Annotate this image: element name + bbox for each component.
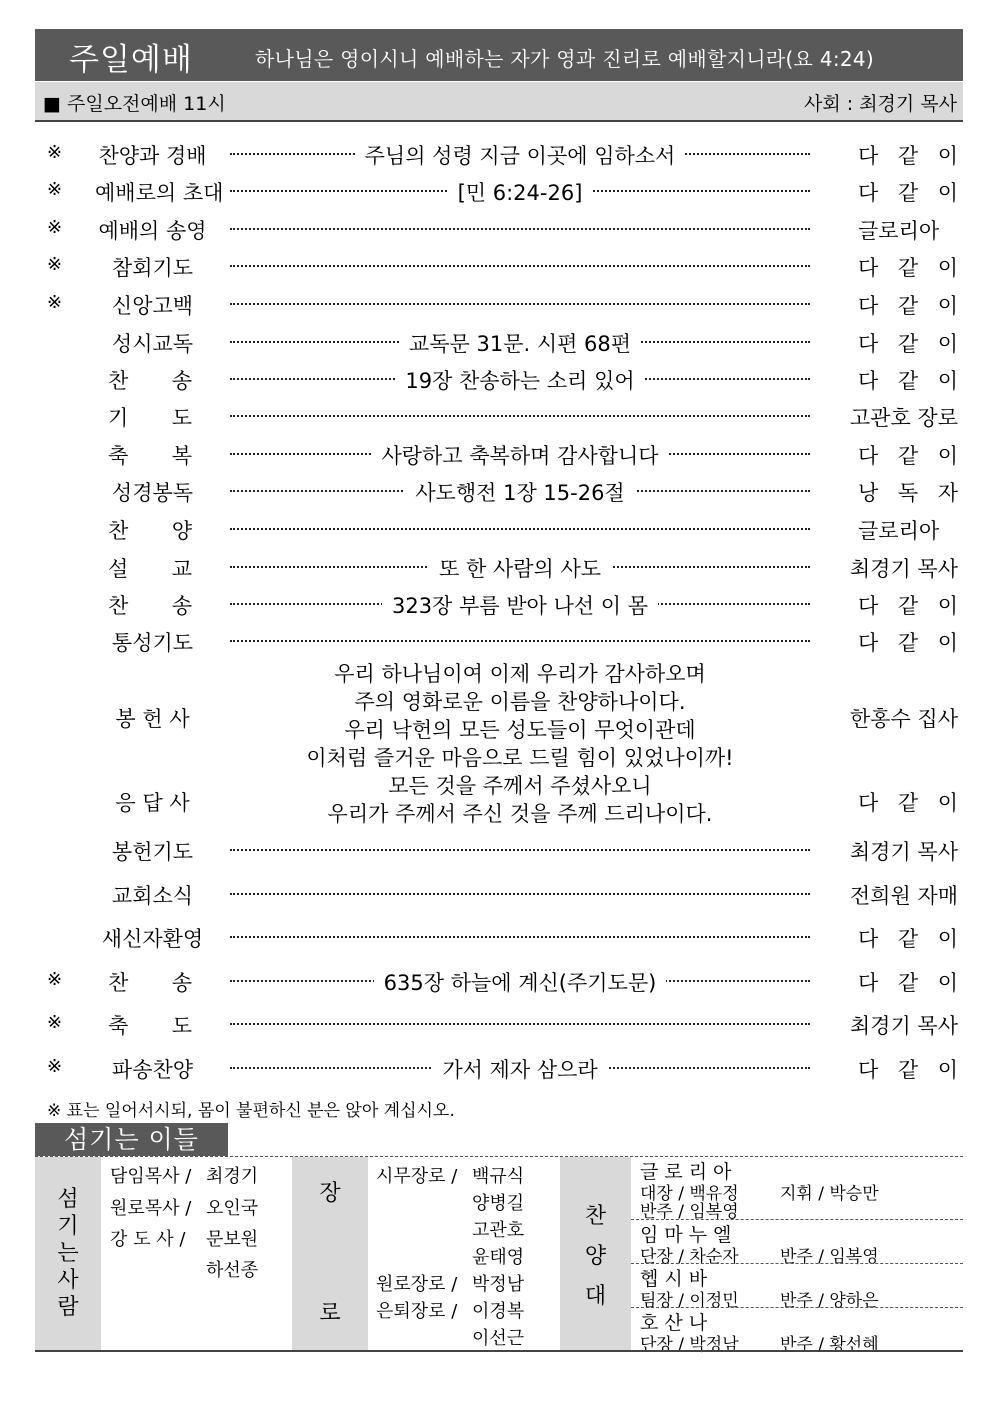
order-name: 성시교독 (111, 332, 194, 356)
order-who: 한홍수 집사 (849, 707, 958, 731)
order-who: 다 같 이 (858, 256, 958, 280)
elder-name: 고관호 (472, 1220, 525, 1241)
leader-dots (230, 849, 810, 851)
order-row (0, 477, 992, 507)
order-content: 19장 찬송하는 소리 있어 (230, 365, 810, 395)
order-row (0, 836, 992, 866)
stand-mark: ※ (47, 179, 63, 200)
elder-name: 백규식 (472, 1166, 525, 1187)
choir-leader: 단장 / 박정남 (640, 1335, 739, 1355)
order-row (0, 252, 992, 282)
order-content: [민 6:24-26] (230, 177, 810, 207)
order-row (0, 787, 992, 817)
leader-dots (230, 936, 810, 938)
order-name: 통성기도 (111, 631, 194, 655)
order-content: 주님의 성령 지금 이곳에 임하소서 (230, 140, 810, 170)
service-leader: 사회 : 최경기 목사 (804, 93, 957, 115)
elder-role: 은퇴장로 / (376, 1301, 458, 1322)
leader-dots (230, 528, 810, 530)
order-name: 찬 송 (108, 971, 192, 995)
order-name: 응 답 사 (115, 791, 190, 815)
service-time: ■ 주일오전예배 11시 (43, 93, 226, 115)
order-who: 낭 독 자 (858, 481, 958, 505)
order-who: 다 같 이 (858, 369, 958, 393)
offering-line: 이처럼 즐거운 마음으로 드릴 힘이 있었나이까! (306, 746, 734, 770)
leader-dots (230, 265, 810, 267)
order-who: 전희원 자매 (849, 884, 958, 908)
stand-mark: ※ (47, 142, 63, 163)
order-row (0, 880, 992, 910)
order-row (0, 215, 992, 245)
order-name: 설 교 (108, 557, 192, 581)
header-verse: 하나님은 영이시니 예배하는 자가 영과 진리로 예배할지니라(요 4:24) (255, 47, 875, 71)
service-subheader (35, 82, 963, 122)
order-name: 예배로의 초대 (95, 181, 224, 205)
order-who: 최경기 목사 (849, 557, 958, 581)
order-row (0, 402, 992, 432)
order-row (0, 140, 992, 170)
order-who: 다 같 이 (858, 631, 958, 655)
order-name: 찬양과 경배 (98, 144, 207, 168)
elder-role: 시무장로 / (376, 1166, 458, 1187)
elder-name: 박정남 (472, 1274, 525, 1295)
stand-mark: ※ (47, 254, 63, 275)
elder-name: 이경복 (472, 1301, 525, 1322)
order-row (0, 1010, 992, 1040)
standing-note: ※ 표는 일어서시되, 몸이 불편하신 분은 앉아 계십시오. (47, 1101, 455, 1121)
order-row (0, 177, 992, 207)
stand-mark: ※ (47, 969, 63, 990)
order-row (0, 290, 992, 320)
offering-line: 주의 영화로운 이름을 찬양하나이다. (354, 690, 686, 714)
order-name: 참회기도 (111, 256, 194, 280)
order-name: 예배의 송영 (98, 219, 207, 243)
choir-leader: 팀장 / 이정민 (640, 1291, 739, 1311)
stand-mark: ※ (47, 292, 63, 313)
choir-accompanist: 반주 / 양하은 (780, 1291, 879, 1311)
order-content: 635장 하늘에 계신(주기도문) (230, 967, 810, 997)
elder-name: 양병길 (472, 1193, 525, 1214)
elder-name: 윤태영 (472, 1247, 525, 1268)
order-name: 성경봉독 (111, 481, 194, 505)
order-content: 사도행전 1장 15-26절 (230, 477, 810, 507)
order-row (0, 590, 992, 620)
choir-name: 임마누엘 (640, 1224, 738, 1246)
offering-line: 우리 낙헌의 모든 성도들이 무엇이관데 (344, 718, 696, 742)
order-who: 다 같 이 (858, 1058, 958, 1082)
order-name: 신앙고백 (111, 294, 194, 318)
offering-line: 모든 것을 주께서 주셨사오니 (388, 774, 652, 798)
order-content: 교독문 31문. 시편 68편 (230, 328, 810, 358)
servers-bottom-line (35, 1350, 963, 1352)
choir-accompanist: 반주 / 임복영 (780, 1247, 879, 1267)
order-row (0, 365, 992, 395)
page-title: 주일예배 (69, 42, 193, 78)
choir-name: 호산나 (640, 1312, 714, 1334)
pastor-role: 원로목사 / (110, 1198, 192, 1219)
order-row (0, 553, 992, 583)
order-who: 글로리아 (858, 519, 940, 543)
page-header (35, 29, 963, 81)
order-row (0, 328, 992, 358)
choir-name: 글로리아 (640, 1161, 738, 1183)
order-name: 축 도 (108, 1014, 192, 1038)
order-row (0, 1054, 992, 1084)
stand-mark: ※ (47, 217, 63, 238)
pastor-name: 최경기 (206, 1166, 259, 1187)
elders-label-top: 장 (319, 1181, 341, 1206)
leader-dots (230, 640, 810, 642)
leader-dots (230, 228, 810, 230)
servers-top-line (35, 1156, 963, 1157)
order-name: 봉 헌 사 (115, 707, 190, 731)
order-row (0, 967, 992, 997)
choir-name: 헵시바 (640, 1268, 714, 1290)
elders-label-bottom: 로 (319, 1301, 341, 1326)
order-content: 가서 제자 삼으라 (230, 1054, 810, 1084)
pastor-name: 문보원 (206, 1229, 259, 1250)
order-name: 파송찬양 (111, 1058, 194, 1082)
order-name: 봉헌기도 (111, 840, 194, 864)
leader-dots (230, 303, 810, 305)
order-name: 찬 송 (108, 594, 192, 618)
order-who: 다 같 이 (858, 332, 958, 356)
order-who: 다 같 이 (858, 181, 958, 205)
elder-name: 이선근 (472, 1328, 525, 1349)
order-content: 또 한 사람의 사도 (230, 553, 810, 583)
pastor-role: 담임목사 / (110, 1166, 192, 1187)
order-name: 축 복 (108, 444, 192, 468)
choir-leader: 단장 / 차순자 (640, 1247, 739, 1267)
order-name: 찬 양 (108, 519, 192, 543)
order-who: 글로리아 (858, 219, 940, 243)
stand-mark: ※ (47, 1012, 63, 1033)
order-who: 다 같 이 (858, 927, 958, 951)
offering-line: 우리가 주께서 주신 것을 주께 드리나이다. (327, 802, 713, 826)
pastor-role: 강 도 사 / (110, 1229, 186, 1250)
leader-dots (230, 893, 810, 895)
choir-leader: 대장 / 백유정 (640, 1184, 739, 1204)
order-who: 다 같 이 (858, 294, 958, 318)
choir-accompanist: 반주 / 황선혜 (780, 1335, 879, 1355)
servers-vertical-label: 섬 기 는 사 람 (57, 1187, 79, 1320)
order-who: 다 같 이 (858, 144, 958, 168)
choir-accompanist: 반주 / 임복영 (640, 1202, 739, 1222)
stand-mark: ※ (47, 1056, 63, 1077)
choir-conductor: 지휘 / 박승만 (780, 1184, 879, 1204)
choir-vertical-label: 찬 양 대 (584, 1204, 607, 1309)
order-name: 기 도 (108, 406, 192, 430)
order-content: 사랑하고 축복하며 감사합니다 (230, 440, 810, 470)
order-who: 다 같 이 (858, 444, 958, 468)
pastor-name: 오인국 (206, 1198, 259, 1219)
order-name: 새신자환영 (101, 927, 204, 951)
order-row (0, 923, 992, 953)
order-who: 다 같 이 (858, 791, 958, 815)
order-name: 교회소식 (111, 884, 194, 908)
order-who: 최경기 목사 (849, 840, 958, 864)
elder-role: 원로장로 / (376, 1274, 458, 1295)
leader-dots (230, 415, 810, 417)
order-row (0, 440, 992, 470)
order-who: 다 같 이 (858, 594, 958, 618)
leader-dots (230, 1023, 810, 1025)
order-who: 고관호 장로 (849, 406, 958, 430)
order-row (0, 515, 992, 545)
offering-line: 우리 하나님이여 이제 우리가 감사하오며 (334, 662, 706, 686)
order-row (0, 627, 992, 657)
pastor-name: 하선종 (206, 1260, 259, 1281)
order-name: 찬 송 (108, 369, 192, 393)
order-who: 다 같 이 (858, 971, 958, 995)
order-who: 최경기 목사 (849, 1014, 958, 1038)
order-content: 323장 부름 받아 나선 이 몸 (230, 590, 810, 620)
servers-tab: 섬기는 이들 (35, 1123, 228, 1156)
